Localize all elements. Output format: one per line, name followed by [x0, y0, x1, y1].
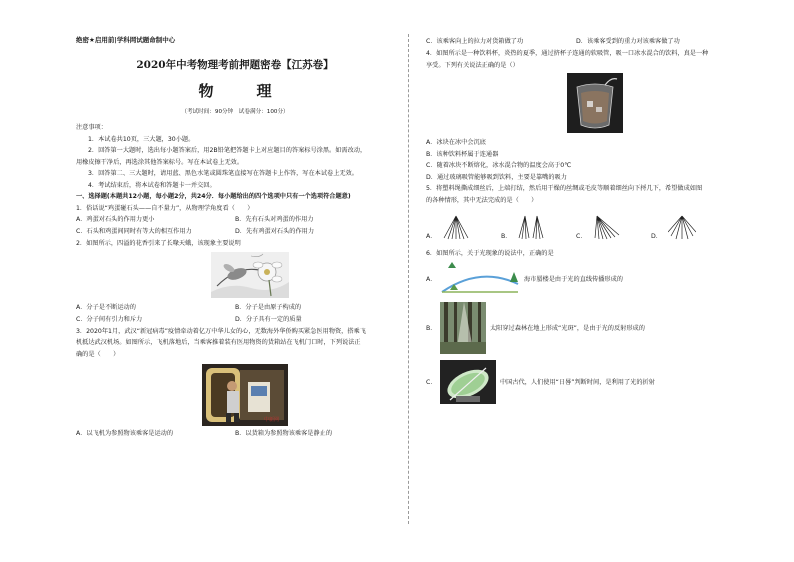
option-d [651, 214, 726, 240]
option-a [426, 214, 501, 240]
option-label: C． [576, 233, 587, 240]
option-a: A．分子是不断运动的 [76, 303, 136, 311]
question-4 [426, 48, 726, 183]
secret-line: 绝密★启用前|学科网试题命制中心 [76, 36, 176, 44]
strands-two-groups-icon [517, 214, 545, 240]
option-label: A． [426, 276, 437, 283]
option-b [426, 302, 726, 354]
option-c: C．石头和鸡蛋间同时有等大的相互作用力 [76, 228, 192, 235]
question-stem: 5．将塑料绳撕成细丝后，上端打结，然后用干燥的丝绸或毛皮等顺着细丝向下捋几下，希望做成如图 [426, 185, 703, 192]
exam-title: 2020年中考物理考前押题密卷【江苏卷】 [136, 59, 334, 71]
option-c [576, 214, 651, 240]
question-3-part-2 [426, 36, 726, 48]
option-b: B．以货箱为参照物该乘客是静止的 [235, 430, 333, 437]
option-a: A．鸡蛋对石头的作用力更小 [76, 216, 155, 223]
right-column [426, 36, 726, 404]
left-column [76, 36, 394, 440]
strands-tilted-icon [593, 214, 621, 240]
option-label: D． [651, 233, 662, 240]
question-stem: 4．如图所示是一种饮料杯，炎热的夏季，通过挤杯子连通的软吸管，吸一口冰水混合的饮料，真是一种 [426, 50, 709, 57]
question-6 [426, 248, 726, 404]
option-b [501, 214, 576, 240]
option-label: B． [501, 233, 512, 240]
option-d: D．分子具有一定的质量 [235, 315, 302, 323]
mirage-image [440, 262, 520, 296]
photo-watermark: 中新网 [264, 417, 280, 423]
option-label: C． [426, 379, 437, 386]
option-c: C．随着冰块不断熔化，冰水混合物的温度会高于0℃ [426, 162, 572, 169]
moth-flower-image [211, 252, 289, 298]
notice-item: 4．考试结束后，将本试卷和答题卡一并交回。 [88, 181, 216, 189]
option-c: C．该乘客向上的拉力对货箱做了功 [426, 38, 524, 45]
option-text: 海市蜃楼是由于光的直线传播形成的 [524, 276, 623, 283]
notice-item: 3．回答第二、三大题时，请用蓝、黑色水笔或圆珠笔直接写在答题卡上作答，写在本试卷上无效。 [88, 170, 358, 177]
question-stem: 享受。下列有关说法正确的是（） [426, 61, 519, 69]
option-label: B． [426, 325, 437, 332]
question-stem: 的各种情形，其中无法完成的是（ ） [426, 196, 538, 204]
question-5 [426, 183, 726, 240]
notice-block [76, 122, 394, 191]
question-stem: 1．俗话说“鸡蛋碰石头——自不量力”，从物理学角度看（ ） [76, 204, 254, 212]
question-1 [76, 203, 394, 239]
section-heading: 一、选择题(本题共12小题，每小题2分，共24分．每小题给出的四个选项中只有一个选项符合题意) [76, 193, 351, 200]
option-c [426, 360, 726, 404]
option-text: 太阳穿过森林在地上形成“光斑”，是由于光的反射形成的 [490, 325, 645, 332]
option-label: A． [426, 233, 437, 240]
notice-item: 2．回答第一大题时，选出每小题答案后，用2B铅笔把答题卡上对应题目的答案标号涂黑。如需改动， [88, 147, 367, 154]
question-stem: 确的是（ ） [76, 350, 120, 358]
forest-light-image [440, 302, 486, 354]
sundial-image [440, 360, 496, 404]
drink-cup-image [567, 73, 623, 133]
option-text: 中国古代，人们使用“日晷”判断时间，是利用了光的折射 [500, 379, 655, 386]
strands-spread-icon [442, 214, 470, 240]
question-stem: 2．如图所示，四溢的花香引来了长喙天蛾，该现象主要说明 [76, 240, 241, 247]
question-stem: 机抵达武汉机场。如图所示，飞机落地后，当乘客推着装有医用物资的货箱站在飞机门口时，下列说法正 [76, 339, 361, 346]
option-d: D．通过玻璃吸管能够吸到饮料，主要是靠嘴的吸力 [426, 173, 567, 181]
option-row [426, 210, 726, 240]
question-stem: 6．如图所示，关于光现象的说法中，正确的是 [426, 250, 554, 257]
option-c: C．分子间有引力和斥力 [76, 315, 143, 323]
strands-fan-icon [668, 214, 696, 240]
exam-info: （考试时间：90分钟 试卷满分：100分） [181, 109, 289, 115]
option-b: B．分子是由原子构成的 [235, 303, 302, 311]
question-3-part-1 [76, 326, 394, 441]
notice-heading: 注意事项： [76, 124, 107, 131]
option-a [426, 262, 726, 296]
option-a: A．以飞机为参照物该乘客是运动的 [76, 430, 174, 437]
notice-item: 1．本试卷共10页，三大题，30小题。 [88, 135, 195, 143]
option-b: B．该种饮料杯属于连通器 [426, 150, 499, 158]
notice-item: 用橡皮擦干净后，再选涂其他答案标号。写在本试卷上无效。 [76, 158, 244, 166]
question-stem: 3．2020年1月，武汉“新冠病毒”疫情牵动着亿万中华儿女的心，无数海外华侨购买紧急医用物资，搭乘飞 [76, 327, 366, 335]
option-d: D．该乘客受到的重力对该乘客做了功 [576, 38, 680, 45]
subject-title: 物 理 [198, 82, 286, 100]
option-a: A．冰块在冰中会沉底 [426, 139, 486, 146]
option-d: D．先有鸡蛋对石头的作用力 [235, 228, 315, 235]
column-divider [408, 34, 409, 524]
option-b: B．先有石头对鸡蛋的作用力 [235, 216, 314, 223]
question-2 [76, 238, 394, 326]
